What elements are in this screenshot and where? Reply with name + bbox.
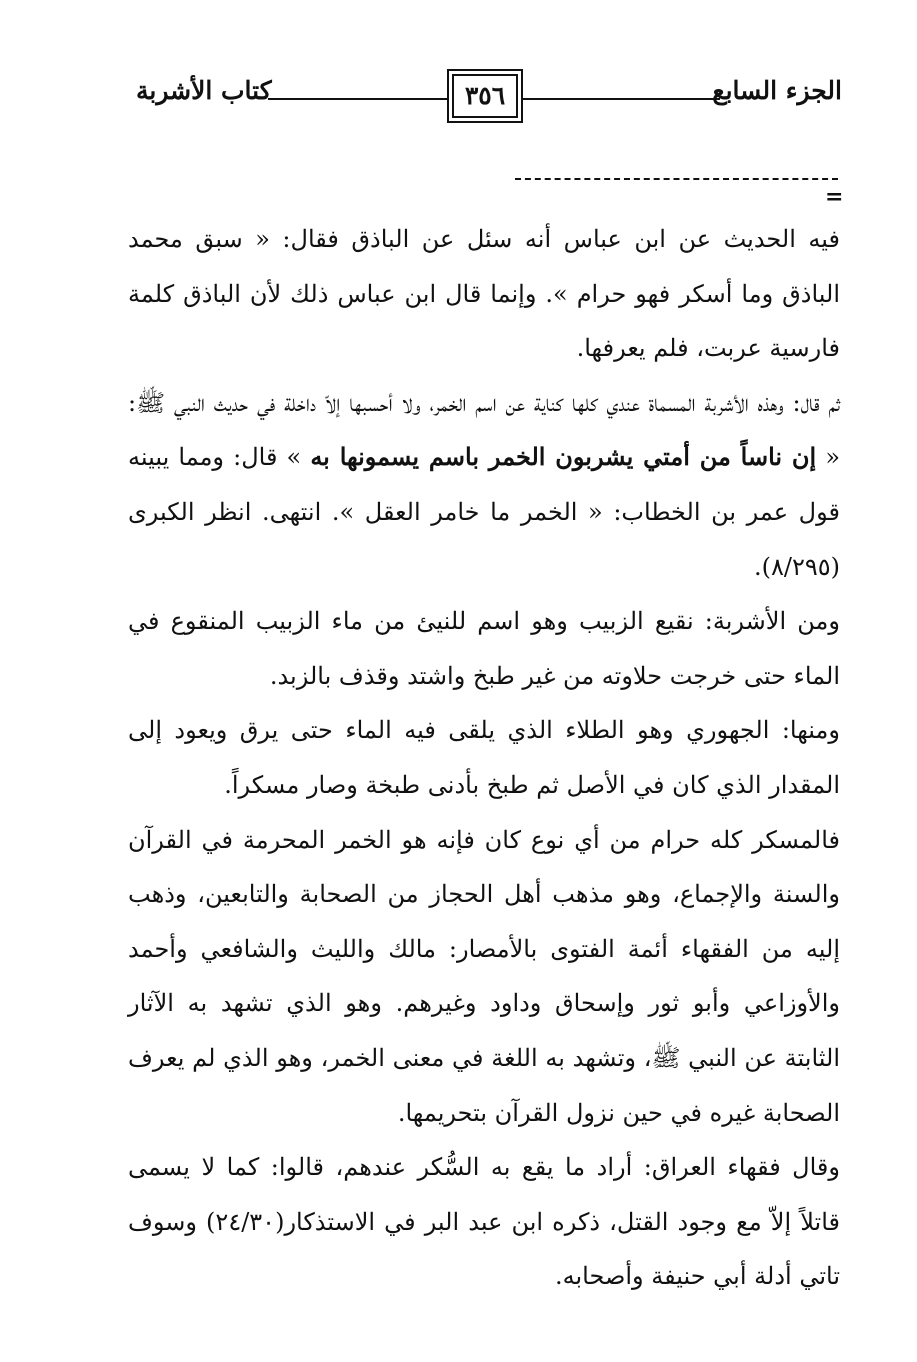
chapter-label: كتاب الأشربة [136,76,272,105]
paragraph: ومنها: الجهوري وهو الطلاء الذي يلقى فيه الماء حتى يرق ويعود إلى المقدار الذي كان في الأصل ثم طبخ بأدنى طبخة وصار مسكراً. [128,716,840,799]
running-header [130,72,842,122]
paragraph-text: » قال: ومما يبينه قول عمر بن الخطاب: « الخمر ما خامر العقل ». انتهى. انظر الكبرى (٨/٢٩٥). [128,443,840,581]
paragraph: ومن الأشربة: نقيع الزبيب وهو اسم للنيئ من ماء الزبيب المنقوع في الماء حتى خرجت حلاوته من غير طبخ واشتد وقذف بالزبد. [128,607,840,690]
volume-label: الجزء السابع [712,76,842,105]
continuation-mark: = [825,184,844,210]
paragraph: وقال فقهاء العراق: أراد ما يقع به السُّكر عندهم، قالوا: كما لا يسمى قاتلاً إلاّ مع وجود القتل، ذكره ابن عبد البر في الاستذكار(٢٤/٣٠) وسوف تاتي أدلة أبي حنيفة وأصحابه. [128,1153,841,1291]
header-rule-right [514,98,720,100]
paragraph-text: ثم قال: وهذه الأشربة المسماة عندي كلها كناية عن اسم الخمر، ولا أحسبها إلاّ داخلة في حديث النبي ﷺ: « [128,388,841,472]
hadith-quote: إن ناساً من أمتي يشربون الخمر باسم يسمونها به [310,442,817,472]
paragraph [128,376,840,594]
page-number: ٣٥٦ [452,74,518,118]
paragraph: فيه الحديث عن ابن عباس أنه سئل عن الباذق فقال: « سبق محمد الباذق وما أسكر فهو حرام ». وإنما قال ابن عباس ذلك لأن الباذق كلمة فارسية عربت، فلم يعرفها. [128,225,840,363]
footnote-separator [515,178,838,180]
paragraph: فالمسكر كله حرام من أي نوع كان فإنه هو الخمر المحرمة في القرآن والسنة والإجماع، وهو مذهب أهل الحجاز من الصحابة والتابعين، وذهب إليه من الفقهاء أئمة الفتوى بالأمصار: مالك والليث والشافعي وأحمد والأوزاعي وأبو ثور وإسحاق وداود وغيرهم. وهو الذي تشهد به الآثار الثابتة عن النبي ﷺ، وتشهد به اللغة في معنى الخمر، وهو الذي لم يعرف الصحابة غيره في حين نزول القرآن بتحريمها. [128,825,841,1127]
footnote-body [128,212,840,1304]
